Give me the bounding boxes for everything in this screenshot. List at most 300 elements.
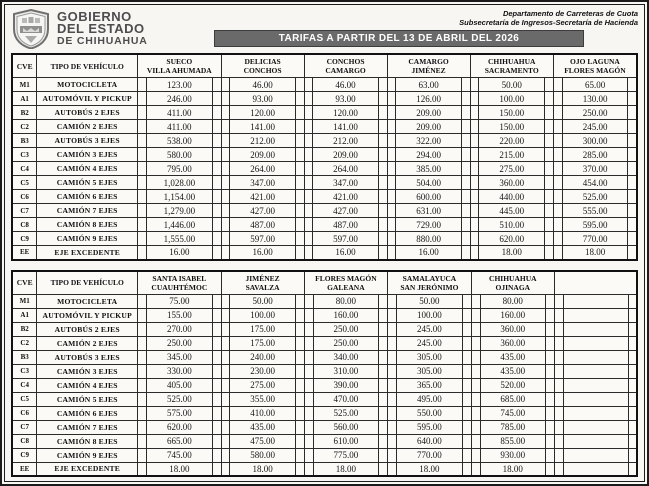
- spacer-cell: [553, 246, 562, 260]
- tariff-value: 405.00: [147, 378, 213, 392]
- tariff-value: 510.00: [479, 218, 545, 232]
- vehicle-name: AUTOBÚS 3 EJES: [37, 134, 138, 148]
- tariff-value: 130.00: [562, 92, 628, 106]
- spacer-cell: [138, 336, 147, 350]
- chihuahua-coat-of-arms-icon: [11, 9, 51, 49]
- spacer-cell: [295, 106, 304, 120]
- tariff-value: 435.00: [230, 420, 295, 434]
- spacer-cell: [138, 176, 147, 190]
- tariff-value: 264.00: [313, 162, 378, 176]
- spacer-cell: [546, 308, 555, 322]
- spacer-cell: [304, 176, 313, 190]
- tariff-value: 63.00: [396, 78, 461, 92]
- tariff-value: 305.00: [397, 350, 463, 364]
- vehicle-name: CAMIÓN 7 EJES: [37, 420, 138, 434]
- spacer-cell: [379, 406, 388, 420]
- spacer-cell: [138, 350, 147, 364]
- tariff-value: 411.00: [146, 106, 212, 120]
- spacer-cell: [295, 176, 304, 190]
- station-header: [304, 54, 387, 78]
- tariff-value: 275.00: [230, 378, 295, 392]
- vehicle-name: CAMIÓN 9 EJES: [37, 232, 138, 246]
- spacer-cell: [221, 364, 230, 378]
- tariff-value: 18.00: [480, 462, 546, 476]
- spacer-cell: [628, 322, 637, 336]
- station-header: [470, 54, 553, 78]
- spacer-cell: [304, 294, 313, 308]
- station-name-line2: GALEANA: [327, 282, 365, 292]
- vehicle-code: C3: [12, 148, 37, 162]
- tariff-value: 440.00: [479, 190, 545, 204]
- spacer-cell: [470, 134, 479, 148]
- tariff-value: 155.00: [147, 308, 213, 322]
- tariff-value: 160.00: [480, 308, 546, 322]
- tariff-value: 600.00: [396, 190, 461, 204]
- tariff-value: 390.00: [313, 378, 379, 392]
- spacer-cell: [554, 336, 563, 350]
- spacer-cell: [295, 232, 304, 246]
- spacer-cell: [212, 336, 221, 350]
- spacer-cell: [628, 336, 637, 350]
- station-header: [138, 271, 221, 295]
- spacer-cell: [221, 232, 230, 246]
- vehicle-code: C7: [12, 204, 37, 218]
- spacer-cell: [212, 448, 221, 462]
- spacer-cell: [295, 406, 304, 420]
- tariff-value: 175.00: [230, 336, 295, 350]
- spacer-cell: [387, 148, 396, 162]
- tariff-value: 65.00: [562, 78, 628, 92]
- spacer-cell: [387, 162, 396, 176]
- spacer-cell: [546, 294, 555, 308]
- spacer-cell: [212, 106, 221, 120]
- spacer-cell: [295, 92, 304, 106]
- station-name-line2: CUAUHTÉMOC: [151, 282, 208, 292]
- spacer-cell: [138, 218, 147, 232]
- tariff-value: [563, 462, 628, 476]
- tariff-value: 50.00: [397, 294, 463, 308]
- tariff-value: 487.00: [313, 218, 378, 232]
- station-header: [553, 54, 637, 78]
- vehicle-code: A1: [12, 308, 37, 322]
- government-brand: [11, 9, 209, 49]
- spacer-cell: [553, 134, 562, 148]
- table-row: [12, 246, 637, 260]
- tariff-value: 275.00: [479, 162, 545, 176]
- spacer-cell: [544, 106, 553, 120]
- spacer-cell: [138, 322, 147, 336]
- spacer-cell: [221, 420, 230, 434]
- tariff-value: 46.00: [230, 78, 295, 92]
- vehicle-name: EJE EXCEDENTE: [37, 462, 138, 476]
- spacer-cell: [379, 308, 388, 322]
- spacer-cell: [221, 134, 230, 148]
- spacer-cell: [304, 218, 313, 232]
- spacer-cell: [138, 204, 147, 218]
- spacer-cell: [553, 92, 562, 106]
- tariff-value: 504.00: [396, 176, 461, 190]
- vehicle-name: CAMIÓN 5 EJES: [37, 176, 138, 190]
- spacer-cell: [470, 78, 479, 92]
- vehicle-name: EJE EXCEDENTE: [37, 246, 138, 260]
- tariff-value: 294.00: [396, 148, 461, 162]
- spacer-cell: [387, 232, 396, 246]
- spacer-cell: [379, 294, 388, 308]
- station-name-line1: OJO LAGUNA: [570, 57, 620, 66]
- spacer-cell: [470, 190, 479, 204]
- spacer-cell: [554, 406, 563, 420]
- spacer-cell: [304, 190, 313, 204]
- tariff-value: 240.00: [230, 350, 295, 364]
- station-header: [221, 271, 304, 295]
- spacer-cell: [379, 392, 388, 406]
- spacer-cell: [628, 434, 637, 448]
- tariff-value: 745.00: [147, 448, 213, 462]
- tariff-value: 880.00: [396, 232, 461, 246]
- tariff-value: 575.00: [147, 406, 213, 420]
- tariff-value: 250.00: [147, 336, 213, 350]
- spacer-cell: [470, 176, 479, 190]
- spacer-cell: [304, 378, 313, 392]
- tariff-value: 160.00: [313, 308, 379, 322]
- title-bar: [214, 30, 584, 47]
- tariff-value: 16.00: [230, 246, 295, 260]
- spacer-cell: [295, 246, 304, 260]
- tariff-value: 120.00: [313, 106, 378, 120]
- tariff-value: 421.00: [230, 190, 295, 204]
- spacer-cell: [470, 246, 479, 260]
- vehicle-name: CAMIÓN 6 EJES: [37, 190, 138, 204]
- table-row: [12, 392, 637, 406]
- spacer-cell: [378, 190, 387, 204]
- spacer-cell: [628, 350, 637, 364]
- spacer-cell: [212, 232, 221, 246]
- spacer-cell: [221, 162, 230, 176]
- spacer-cell: [304, 364, 313, 378]
- station-name-line1: CHIHUAHUA: [487, 57, 536, 66]
- spacer-cell: [212, 162, 221, 176]
- vehicle-code: C7: [12, 420, 37, 434]
- table-row: [12, 78, 637, 92]
- spacer-cell: [138, 190, 147, 204]
- tariff-value: 550.00: [397, 406, 463, 420]
- spacer-cell: [304, 308, 313, 322]
- spacer-cell: [212, 120, 221, 134]
- spacer-cell: [553, 190, 562, 204]
- spacer-cell: [295, 294, 304, 308]
- station-header: [138, 54, 222, 78]
- spacer-cell: [471, 392, 480, 406]
- spacer-cell: [295, 336, 304, 350]
- spacer-cell: [461, 134, 470, 148]
- spacer-cell: [461, 190, 470, 204]
- spacer-cell: [462, 448, 471, 462]
- spacer-cell: [212, 148, 221, 162]
- spacer-cell: [470, 162, 479, 176]
- spacer-cell: [138, 434, 147, 448]
- vehicle-code: C6: [12, 406, 37, 420]
- spacer-cell: [212, 246, 221, 260]
- table-row: [12, 134, 637, 148]
- vehicle-name: CAMIÓN 9 EJES: [37, 448, 138, 462]
- tariff-value: 620.00: [147, 420, 213, 434]
- tariff-value: 454.00: [562, 176, 628, 190]
- station-name-line2: SACRAMENTO: [484, 66, 539, 75]
- spacer-cell: [628, 378, 637, 392]
- spacer-cell: [379, 322, 388, 336]
- spacer-cell: [461, 92, 470, 106]
- spacer-cell: [304, 148, 313, 162]
- spacer-cell: [212, 378, 221, 392]
- spacer-cell: [628, 232, 637, 246]
- spacer-cell: [544, 120, 553, 134]
- spacer-cell: [295, 420, 304, 434]
- station-name-line1: DELICIAS: [244, 57, 281, 66]
- spacer-cell: [470, 106, 479, 120]
- station-header: [304, 271, 388, 295]
- spacer-cell: [546, 406, 555, 420]
- spacer-cell: [388, 462, 397, 476]
- spacer-cell: [554, 350, 563, 364]
- spacer-cell: [388, 308, 397, 322]
- spacer-cell: [470, 204, 479, 218]
- spacer-cell: [554, 434, 563, 448]
- spacer-cell: [387, 190, 396, 204]
- spacer-cell: [138, 448, 147, 462]
- tariff-value: 100.00: [230, 308, 295, 322]
- spacer-cell: [546, 420, 555, 434]
- spacer-cell: [628, 148, 637, 162]
- tariff-value: 470.00: [313, 392, 379, 406]
- vehicle-code: C5: [12, 392, 37, 406]
- vehicle-code: C3: [12, 364, 37, 378]
- spacer-cell: [138, 392, 147, 406]
- spacer-cell: [295, 322, 304, 336]
- tariff-value: [563, 308, 628, 322]
- spacer-cell: [295, 218, 304, 232]
- spacer-cell: [471, 308, 480, 322]
- vehicle-code: C4: [12, 162, 37, 176]
- spacer-cell: [461, 148, 470, 162]
- spacer-cell: [387, 176, 396, 190]
- spacer-cell: [221, 462, 230, 476]
- vehicle-code: C8: [12, 434, 37, 448]
- vehicle-code: C6: [12, 190, 37, 204]
- spacer-cell: [546, 322, 555, 336]
- spacer-cell: [212, 190, 221, 204]
- tariff-value: 595.00: [562, 218, 628, 232]
- spacer-cell: [628, 406, 637, 420]
- spacer-cell: [388, 420, 397, 434]
- tariff-value: 421.00: [313, 190, 378, 204]
- spacer-cell: [221, 176, 230, 190]
- tariff-value: 435.00: [480, 364, 546, 378]
- spacer-cell: [461, 232, 470, 246]
- tariff-value: 1,028.00: [146, 176, 212, 190]
- spacer-cell: [221, 392, 230, 406]
- spacer-cell: [304, 420, 313, 434]
- vehicle-code: C9: [12, 232, 37, 246]
- tariff-value: 93.00: [230, 92, 295, 106]
- spacer-cell: [544, 176, 553, 190]
- spacer-cell: [471, 420, 480, 434]
- tariff-value: 640.00: [397, 434, 463, 448]
- spacer-cell: [221, 322, 230, 336]
- spacer-cell: [544, 246, 553, 260]
- spacer-cell: [388, 406, 397, 420]
- spacer-cell: [387, 134, 396, 148]
- spacer-cell: [379, 350, 388, 364]
- spacer-cell: [628, 246, 637, 260]
- tariff-value: 525.00: [562, 190, 628, 204]
- tariff-value: 345.00: [147, 350, 213, 364]
- spacer-cell: [554, 462, 563, 476]
- spacer-cell: [138, 294, 147, 308]
- spacer-cell: [387, 246, 396, 260]
- spacer-cell: [471, 294, 480, 308]
- tariff-value: 150.00: [479, 106, 545, 120]
- spacer-cell: [471, 364, 480, 378]
- spacer-cell: [378, 78, 387, 92]
- tariff-value: 1,555.00: [146, 232, 212, 246]
- vehicle-code: M1: [12, 78, 37, 92]
- column-header-cve: CVE: [12, 54, 37, 78]
- spacer-cell: [212, 462, 221, 476]
- tariff-value: 212.00: [230, 134, 295, 148]
- org-line-1: GOBIERNO: [57, 9, 132, 24]
- spacer-cell: [628, 120, 637, 134]
- spacer-cell: [221, 106, 230, 120]
- tariff-value: 18.00: [313, 462, 379, 476]
- tariff-value: 141.00: [313, 120, 378, 134]
- tariff-value: 270.00: [147, 322, 213, 336]
- tariff-value: 360.00: [479, 176, 545, 190]
- tariff-value: 209.00: [313, 148, 378, 162]
- department-line-1: Departamento de Carreteras de Cuota: [502, 9, 638, 18]
- spacer-cell: [138, 364, 147, 378]
- tariff-value: 230.00: [230, 364, 295, 378]
- spacer-cell: [554, 420, 563, 434]
- spacer-cell: [628, 218, 637, 232]
- spacer-cell: [628, 176, 637, 190]
- table-row: [12, 162, 637, 176]
- spacer-cell: [387, 92, 396, 106]
- spacer-cell: [295, 378, 304, 392]
- spacer-cell: [221, 308, 230, 322]
- station-name-line1: CHIHUAHUA: [489, 273, 537, 283]
- tariff-table-2: [11, 270, 638, 478]
- spacer-cell: [461, 246, 470, 260]
- spacer-cell: [295, 308, 304, 322]
- spacer-cell: [138, 162, 147, 176]
- tariff-value: 775.00: [313, 448, 379, 462]
- tariff-value: 100.00: [479, 92, 545, 106]
- spacer-cell: [471, 448, 480, 462]
- tariff-value: 245.00: [397, 336, 463, 350]
- vehicle-name: AUTOMÓVIL Y PICKUP: [37, 92, 138, 106]
- spacer-cell: [212, 350, 221, 364]
- spacer-cell: [387, 204, 396, 218]
- tariff-value: 16.00: [396, 246, 461, 260]
- vehicle-name: AUTOBÚS 2 EJES: [37, 322, 138, 336]
- spacer-cell: [471, 406, 480, 420]
- spacer-cell: [546, 336, 555, 350]
- vehicle-name: AUTOBÚS 3 EJES: [37, 350, 138, 364]
- tariff-value: 347.00: [230, 176, 295, 190]
- table-row: [12, 378, 637, 392]
- tariff-value: 685.00: [480, 392, 546, 406]
- spacer-cell: [628, 106, 637, 120]
- spacer-cell: [221, 120, 230, 134]
- tariff-value: 560.00: [313, 420, 379, 434]
- spacer-cell: [470, 148, 479, 162]
- spacer-cell: [628, 448, 637, 462]
- spacer-cell: [221, 294, 230, 308]
- tariff-value: 120.00: [230, 106, 295, 120]
- tariff-value: 1,446.00: [146, 218, 212, 232]
- station-header: [554, 271, 637, 295]
- vehicle-code: C2: [12, 120, 37, 134]
- tariff-value: 610.00: [313, 434, 379, 448]
- spacer-cell: [379, 448, 388, 462]
- tariff-value: 411.00: [146, 120, 212, 134]
- tariff-value: 322.00: [396, 134, 461, 148]
- tariff-value: 597.00: [313, 232, 378, 246]
- spacer-cell: [221, 378, 230, 392]
- tariff-value: 525.00: [313, 406, 379, 420]
- tariff-value: 18.00: [397, 462, 463, 476]
- vehicle-name: CAMIÓN 2 EJES: [37, 336, 138, 350]
- spacer-cell: [138, 462, 147, 476]
- spacer-cell: [628, 462, 637, 476]
- tariff-value: 555.00: [562, 204, 628, 218]
- spacer-cell: [379, 462, 388, 476]
- spacer-cell: [304, 406, 313, 420]
- vehicle-code: A1: [12, 92, 37, 106]
- spacer-cell: [304, 448, 313, 462]
- spacer-cell: [378, 148, 387, 162]
- spacer-cell: [212, 294, 221, 308]
- tariff-value: 770.00: [397, 448, 463, 462]
- table-row: [12, 190, 637, 204]
- spacer-cell: [295, 392, 304, 406]
- vehicle-name: CAMIÓN 4 EJES: [37, 378, 138, 392]
- spacer-cell: [462, 406, 471, 420]
- spacer-cell: [138, 232, 147, 246]
- tariff-value: 300.00: [562, 134, 628, 148]
- vehicle-name: CAMIÓN 3 EJES: [37, 148, 138, 162]
- tariff-value: 18.00: [230, 462, 295, 476]
- spacer-cell: [471, 336, 480, 350]
- tariff-value: 209.00: [396, 120, 461, 134]
- spacer-cell: [462, 350, 471, 364]
- tariff-value: 410.00: [230, 406, 295, 420]
- vehicle-code: B2: [12, 106, 37, 120]
- spacer-cell: [628, 78, 637, 92]
- vehicle-code: M1: [12, 294, 37, 308]
- spacer-cell: [304, 462, 313, 476]
- spacer-cell: [471, 322, 480, 336]
- tariff-value: 427.00: [230, 204, 295, 218]
- spacer-cell: [304, 78, 313, 92]
- tariff-value: 209.00: [230, 148, 295, 162]
- spacer-cell: [546, 378, 555, 392]
- spacer-cell: [388, 434, 397, 448]
- table-row: [12, 120, 637, 134]
- spacer-cell: [554, 308, 563, 322]
- spacer-cell: [378, 134, 387, 148]
- tariff-value: 475.00: [230, 434, 295, 448]
